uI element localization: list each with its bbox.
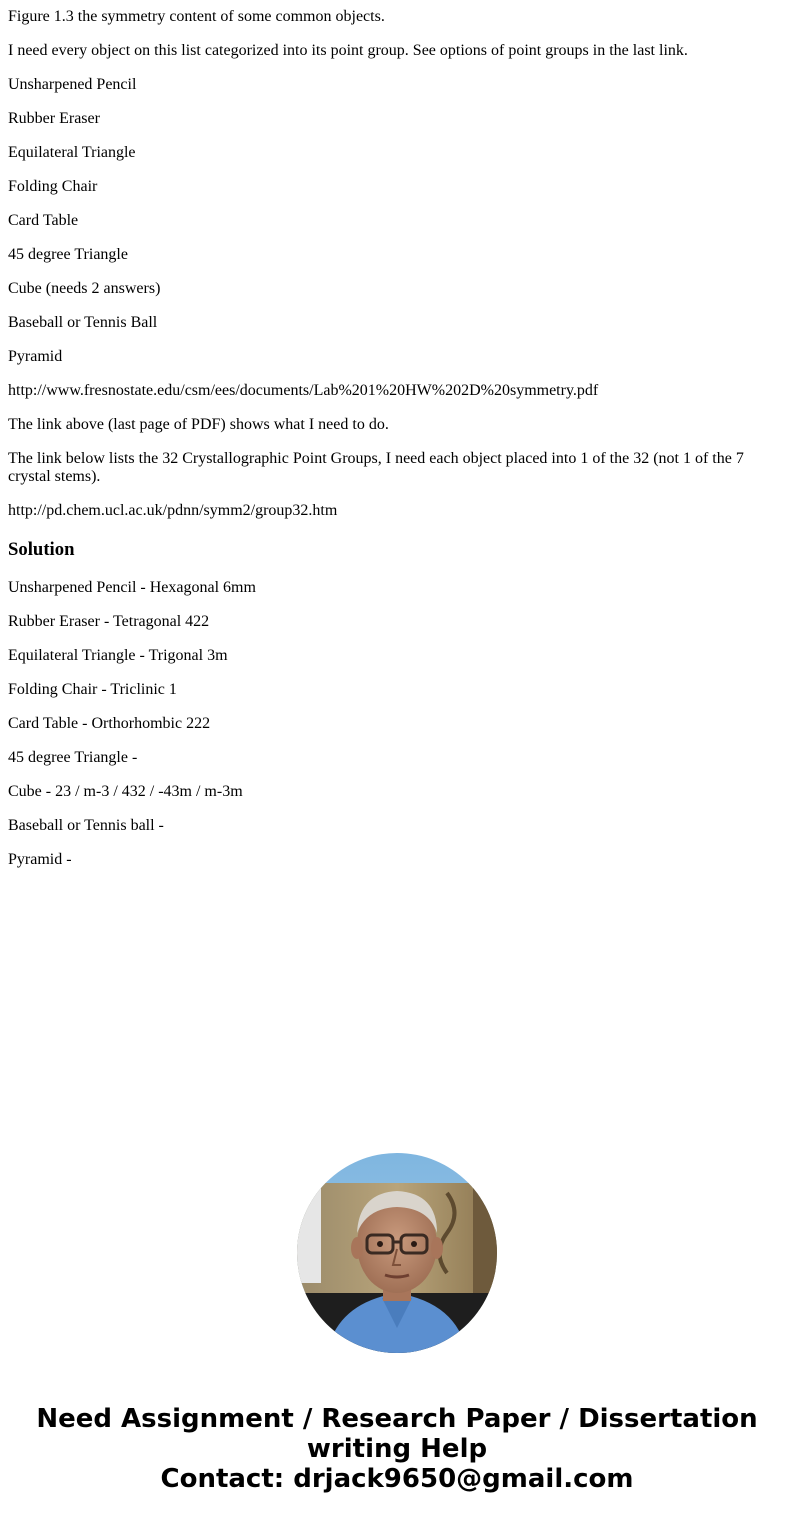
link1-note: The link above (last page of PDF) shows what I need to do. xyxy=(8,416,389,433)
solution-heading: Solution xyxy=(8,539,75,560)
answer-item: Folding Chair - Triclinic 1 xyxy=(8,681,177,698)
banner-line-1: Need Assignment / Research Paper / Dissertation xyxy=(36,1404,758,1434)
object-item: Pyramid xyxy=(8,348,63,365)
object-item: 45 degree Triangle xyxy=(8,246,128,263)
answer-item: Cube - 23 / m-3 / 432 / -43m / m-3m xyxy=(8,783,243,800)
answer-item: 45 degree Triangle - xyxy=(8,749,138,766)
answer-item: Baseball or Tennis ball - xyxy=(8,817,164,834)
object-item: Card Table xyxy=(8,212,79,229)
object-item: Rubber Eraser xyxy=(8,110,100,127)
pdf-link-text: http://www.fresnostate.edu/csm/ees/documents/Lab%201%20HW%202D%20symmetry.pdf xyxy=(8,382,599,399)
question-request: I need every object on this list categorized into its point group. See options of point groups in the last link. xyxy=(8,42,688,59)
question-intro: Figure 1.3 the symmetry content of some common objects. xyxy=(8,8,385,25)
object-item: Unsharpened Pencil xyxy=(8,76,137,93)
answer-item: Card Table - Orthorhombic 222 xyxy=(8,715,211,732)
object-item: Cube (needs 2 answers) xyxy=(8,280,161,297)
answer-item: Equilateral Triangle - Trigonal 3m xyxy=(8,647,228,664)
answer-item: Unsharpened Pencil - Hexagonal 6mm xyxy=(8,579,256,596)
avatar-portrait-image xyxy=(297,1153,497,1353)
object-item: Equilateral Triangle xyxy=(8,144,136,161)
answer-item: Rubber Eraser - Tetragonal 422 xyxy=(8,613,210,630)
banner-contact-line: Contact: drjack9650@gmail.com xyxy=(160,1464,634,1494)
avatar xyxy=(297,1153,497,1353)
object-item: Folding Chair xyxy=(8,178,98,195)
answer-item: Pyramid - xyxy=(8,851,72,868)
contact-banner xyxy=(0,1404,794,1494)
object-item: Baseball or Tennis Ball xyxy=(8,314,158,331)
point-groups-link-text: http://pd.chem.ucl.ac.uk/pdnn/symm2/group32.htm xyxy=(8,502,338,519)
link2-note: The link below lists the 32 Crystallographic Point Groups, I need each object placed into 1 of the 32 (not 1 of the 7 crystal stems). xyxy=(8,450,744,485)
banner-line-2: writing Help xyxy=(306,1434,488,1464)
